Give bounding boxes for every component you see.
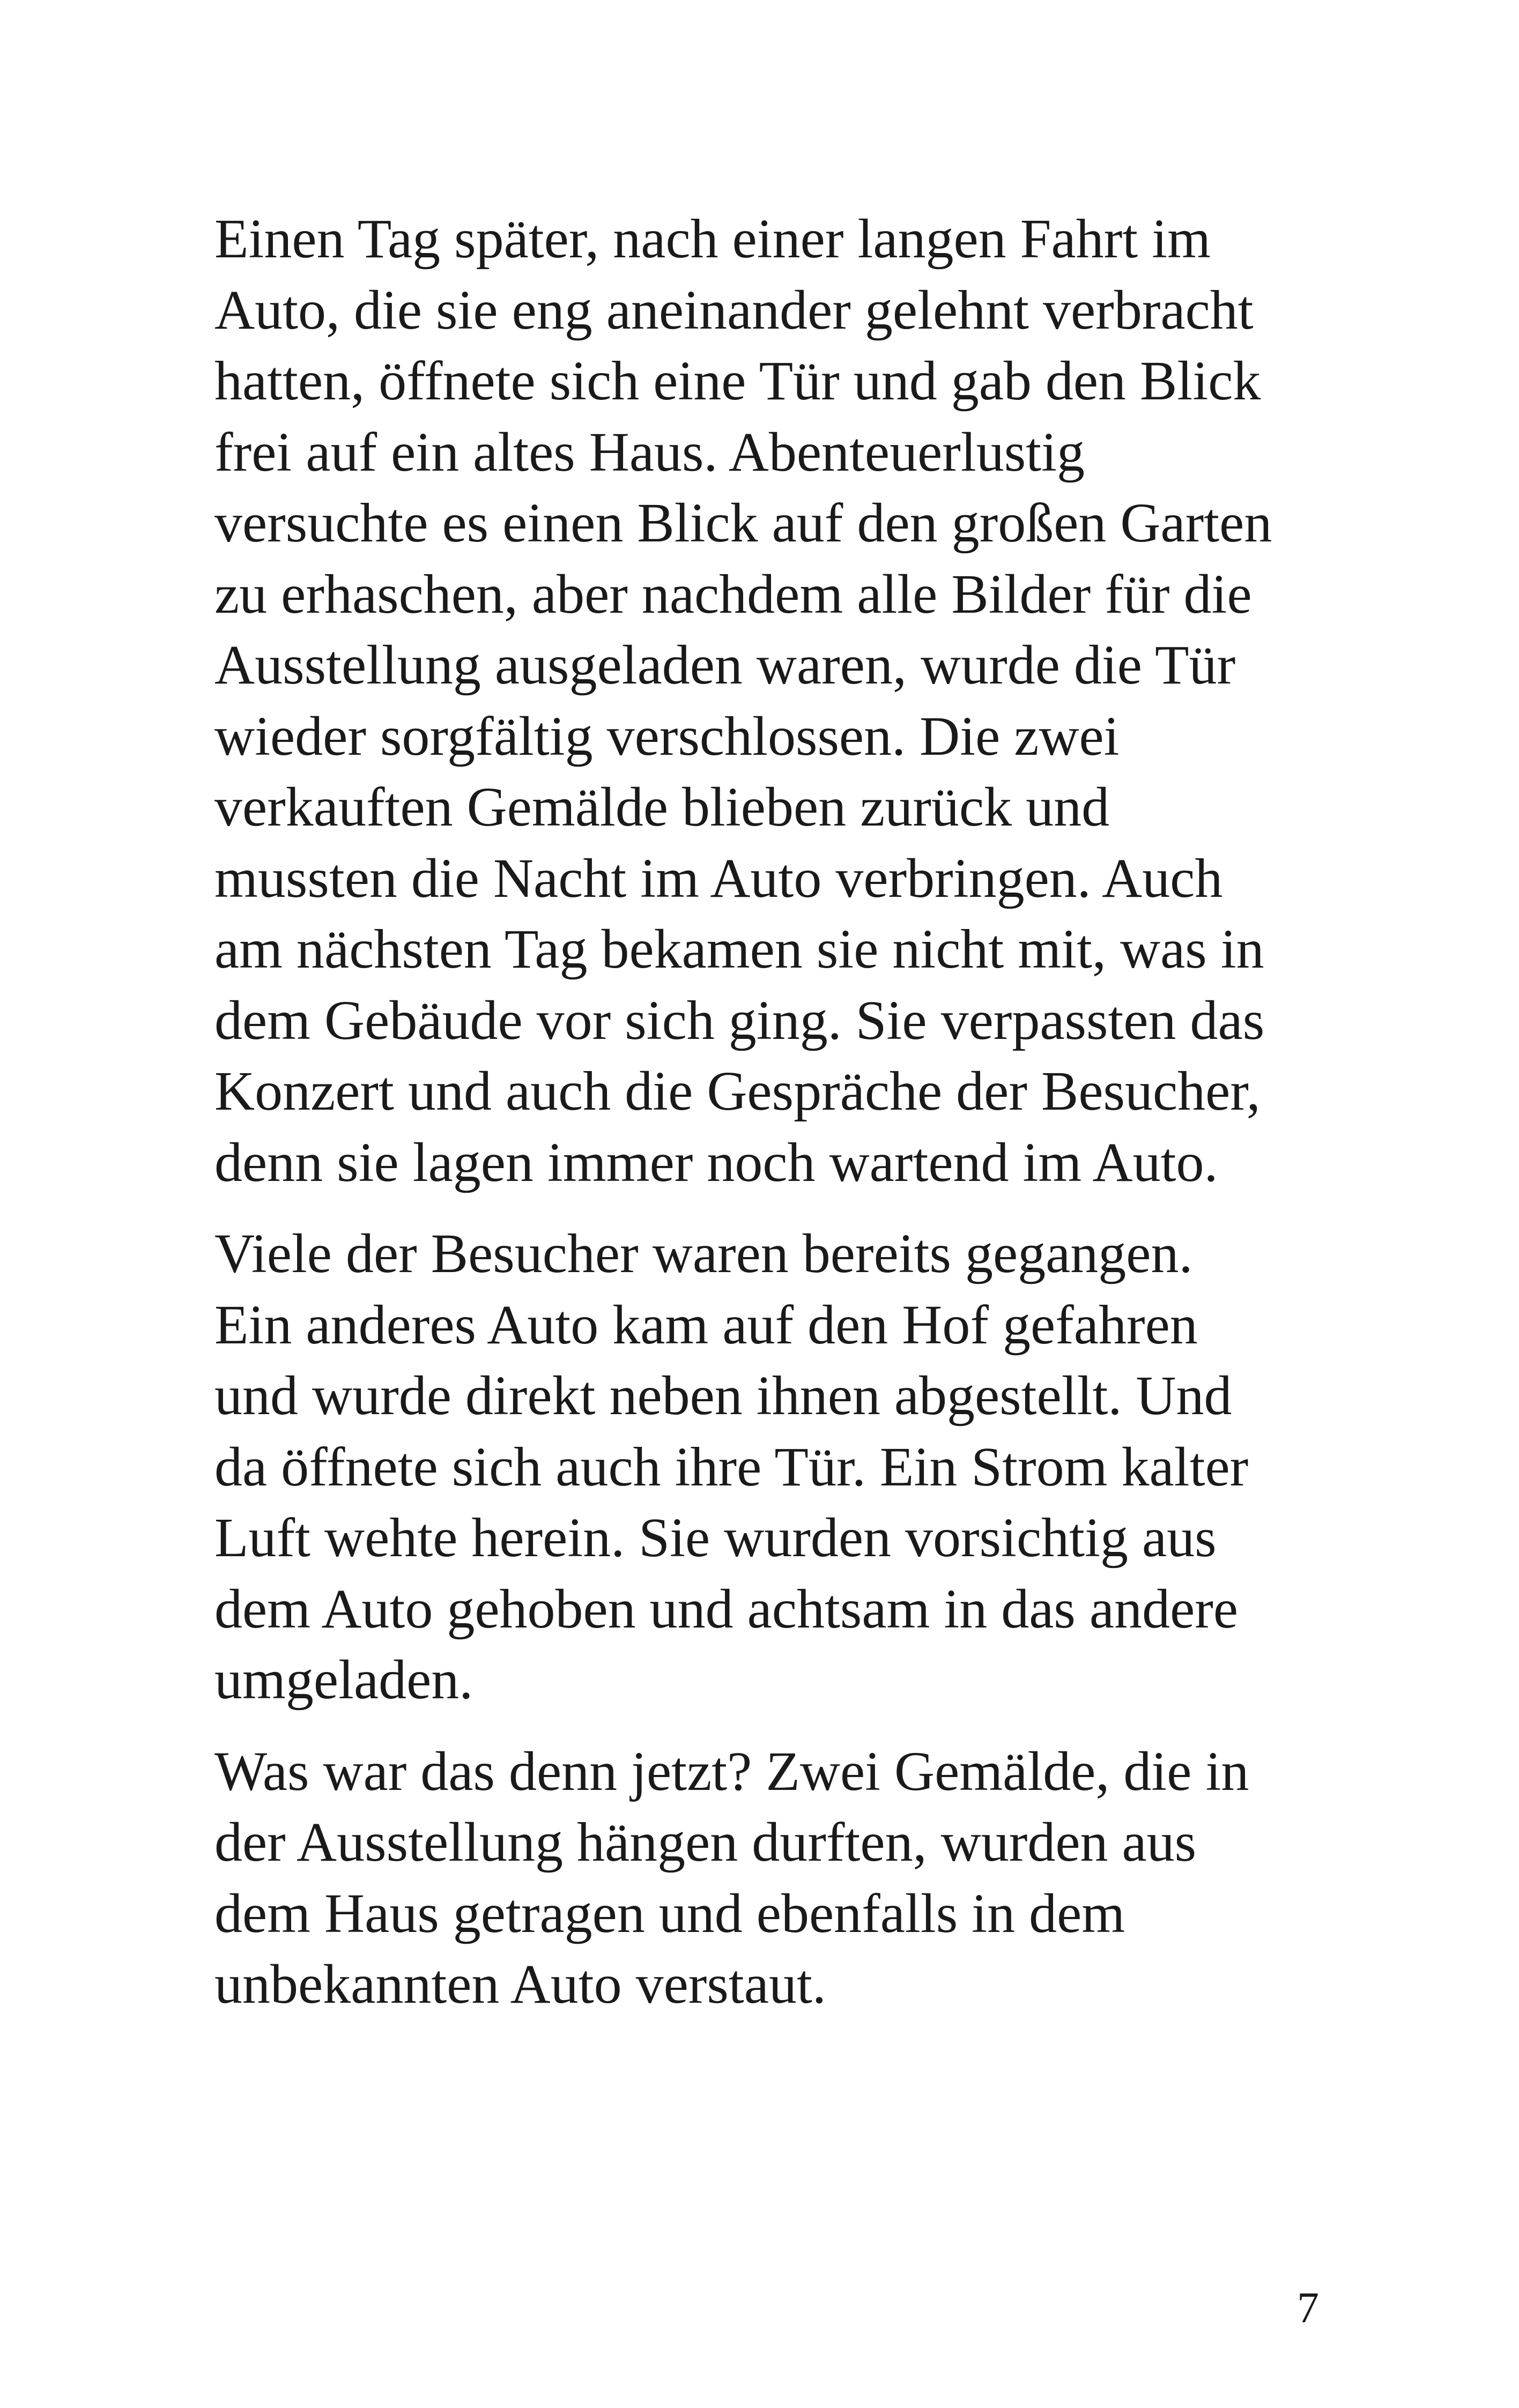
page-number: 7 (1297, 2283, 1319, 2332)
body-text (214, 204, 1373, 2020)
text-line: Luft wehte herein. Sie wurden vorsichtig aus (214, 1507, 1217, 1569)
text-line: unbekannten Auto verstaut. (214, 1953, 826, 2015)
text-line: am nächsten Tag bekamen sie nicht mit, was in (214, 918, 1264, 980)
text-line: frei auf ein altes Haus. Abenteuerlustig (214, 421, 1085, 483)
text-line: und wurde direkt neben ihnen abgestellt. Und (214, 1365, 1232, 1426)
text-line: wieder sorgfältig verschlossen. Die zwei (214, 705, 1120, 767)
text-line: Auto, die sie eng aneinander gelehnt verbracht (214, 279, 1254, 341)
text-line: Was war das denn jetzt? Zwei Gemälde, die in (214, 1740, 1249, 1802)
text-line: dem Gebäude vor sich ging. Sie verpassten das (214, 989, 1265, 1051)
text-line: umgeladen. (214, 1649, 473, 1711)
text-line: Konzert und auch die Gespräche der Besucher, (214, 1060, 1261, 1122)
text-line: zu erhaschen, aber nachdem alle Bilder für die (214, 563, 1252, 625)
text-line: versuchte es einen Blick auf den großen Garten (214, 492, 1272, 554)
paragraph-3 (214, 1736, 1373, 2020)
text-line: Ein anderes Auto kam auf den Hof gefahren (214, 1294, 1198, 1356)
text-line: Viele der Besucher waren bereits gegangen. (214, 1223, 1193, 1284)
text-line: hatten, öffnete sich eine Tür und gab den Blick (214, 350, 1261, 412)
text-line: dem Haus getragen und ebenfalls in dem (214, 1882, 1125, 1944)
text-line: dem Auto gehoben und achtsam in das andere (214, 1578, 1239, 1640)
paragraph-1 (214, 204, 1373, 1198)
text-line: denn sie lagen immer noch wartend im Auto. (214, 1131, 1218, 1193)
text-line: Einen Tag später, nach einer langen Fahrt im (214, 208, 1211, 270)
text-line: der Ausstellung hängen durften, wurden aus (214, 1811, 1197, 1873)
text-line: verkauften Gemälde blieben zurück und (214, 776, 1110, 838)
text-line: da öffnete sich auch ihre Tür. Ein Strom kalter (214, 1436, 1249, 1498)
paragraph-2 (214, 1218, 1373, 1716)
text-line: mussten die Nacht im Auto verbringen. Auch (214, 847, 1223, 909)
text-line: Ausstellung ausgeladen waren, wurde die Tür (214, 634, 1236, 696)
